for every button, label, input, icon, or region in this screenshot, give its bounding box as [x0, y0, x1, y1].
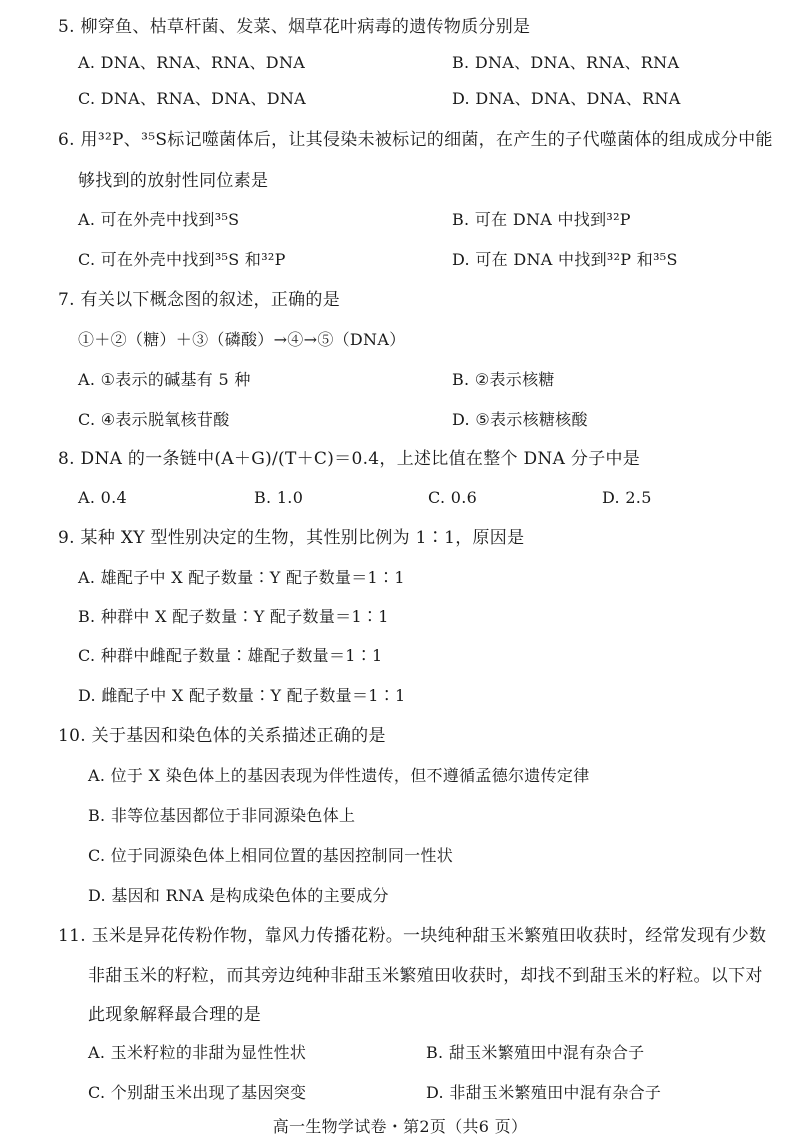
question-8-option-b: B. 1.0: [254, 488, 304, 507]
question-11-stem-line-1: 11. 玉米是异花传粉作物，靠风力传播花粉。一块纯种甜玉米繁殖田收获时，经常发现有少数: [58, 926, 767, 946]
question-9-option-b: B. 种群中 X 配子数量∶Y 配子数量＝1∶1: [78, 607, 389, 626]
question-6-stem-line-2: 够找到的放射性同位素是: [78, 171, 269, 191]
question-11-stem-line-3: 此现象解释最合理的是: [88, 1005, 261, 1025]
question-9-option-c: C. 种群中雌配子数量∶雄配子数量＝1∶1: [78, 646, 383, 665]
question-5-option-d: D. DNA、DNA、DNA、RNA: [452, 89, 681, 108]
question-6-option-c: C. 可在外壳中找到³⁵S 和³²P: [78, 250, 286, 269]
question-8-option-c: C. 0.6: [428, 488, 478, 507]
question-8-stem: 8. DNA 的一条链中(A＋G)/(T＋C)＝0.4，上述比值在整个 DNA 分子中是: [58, 449, 641, 469]
question-7-stem: 7. 有关以下概念图的叙述，正确的是: [58, 290, 341, 310]
question-9-stem: 9. 某种 XY 型性别决定的生物，其性别比例为 1∶1，原因是: [58, 528, 525, 548]
question-6-option-a: A. 可在外壳中找到³⁵S: [78, 210, 240, 229]
question-7-option-a: A. ①表示的碱基有 5 种: [78, 370, 251, 389]
question-11-option-b: B. 甜玉米繁殖田中混有杂合子: [426, 1043, 645, 1062]
question-8-option-a: A. 0.4: [78, 488, 127, 507]
question-10-option-d: D. 基因和 RNA 是构成染色体的主要成分: [88, 886, 389, 905]
question-6-option-d: D. 可在 DNA 中找到³²P 和³⁵S: [452, 250, 678, 269]
question-5-stem: 5. 柳穿鱼、枯草杆菌、发菜、烟草花叶病毒的遗传物质分别是: [58, 17, 531, 37]
question-7-option-b: B. ②表示核糖: [452, 370, 555, 389]
question-8-option-d: D. 2.5: [602, 488, 652, 507]
question-5-option-a: A. DNA、RNA、RNA、DNA: [78, 53, 306, 72]
question-6-option-b: B. 可在 DNA 中找到³²P: [452, 210, 631, 229]
question-7-concept-diagram: ①＋②（糖）＋③（磷酸）→④→⑤（DNA）: [78, 330, 406, 349]
question-11-option-a: A. 玉米籽粒的非甜为显性性状: [88, 1043, 307, 1062]
question-6-stem-line-1: 6. 用³²P、³⁵S标记噬菌体后，让其侵染未被标记的细菌，在产生的子代噬菌体的组成成分中能: [58, 130, 773, 150]
question-5-option-b: B. DNA、DNA、RNA、RNA: [452, 53, 680, 72]
question-7-option-c: C. ④表示脱氧核苷酸: [78, 410, 230, 429]
question-10-option-a: A. 位于 X 染色体上的基因表现为伴性遗传，但不遵循孟德尔遗传定律: [88, 766, 590, 785]
question-11-option-c: C. 个别甜玉米出现了基因突变: [88, 1083, 307, 1102]
question-11-stem-line-2: 非甜玉米的籽粒，而其旁边纯种非甜玉米繁殖田收获时，却找不到甜玉米的籽粒。以下对: [88, 966, 763, 986]
question-10-stem: 10. 关于基因和染色体的关系描述正确的是: [58, 726, 386, 746]
page-footer: 高一生物学试卷・第2页（共6 页）: [272, 1117, 528, 1136]
question-9-option-a: A. 雄配子中 X 配子数量∶Y 配子数量＝1∶1: [78, 568, 405, 587]
question-10-option-b: B. 非等位基因都位于非同源染色体上: [88, 806, 356, 825]
question-5-option-c: C. DNA、RNA、DNA、DNA: [78, 89, 306, 108]
question-7-option-d: D. ⑤表示核糖核酸: [452, 410, 588, 429]
question-10-option-c: C. 位于同源染色体上相同位置的基因控制同一性状: [88, 846, 454, 865]
question-11-option-d: D. 非甜玉米繁殖田中混有杂合子: [426, 1083, 662, 1102]
question-9-option-d: D. 雌配子中 X 配子数量∶Y 配子数量＝1∶1: [78, 686, 406, 705]
